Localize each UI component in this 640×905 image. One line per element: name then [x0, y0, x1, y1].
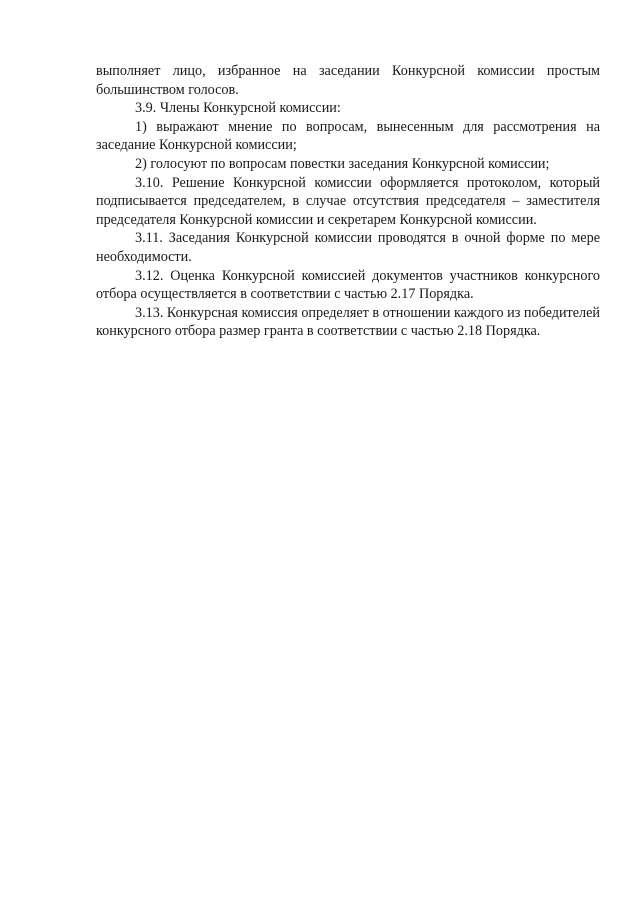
paragraph-3-9-item-1: 1) выражают мнение по вопросам, вынесенным для рассмотрения на заседание Конкурсной комиссии; [96, 118, 600, 154]
paragraph-3-10: 3.10. Решение Конкурсной комиссии оформляется протоколом, который подписывается председателем, в случае отсутствия председателя – заместителя председателя Конкурсной комиссии и секретарем Конкурсной комиссии. [96, 174, 600, 228]
paragraph-3-9-item-2: 2) голосуют по вопросам повестки заседания Конкурсной комиссии; [135, 155, 550, 172]
paragraph-3-13: 3.13. Конкурсная комиссия определяет в отношении каждого из победителей конкурсного отбора размер гранта в соответствии с частью 2.18 Порядка. [96, 304, 601, 340]
paragraph-3-11: 3.11. Заседания Конкурсной комиссии проводятся в очной форме по мере необходимости. [96, 230, 600, 265]
document-body [96, 62, 600, 341]
paragraph-continuation: выполняет лицо, избранное на заседании Конкурсной комиссии простым большинством голосов. [96, 63, 600, 98]
paragraph-3-12: 3.12. Оценка Конкурсной комиссией документов участников конкурсного отбора осуществляется в соответствии с частью 2.17 Порядка. [96, 267, 600, 303]
paragraph-3-9: 3.9. Члены Конкурсной комиссии: [135, 100, 341, 117]
